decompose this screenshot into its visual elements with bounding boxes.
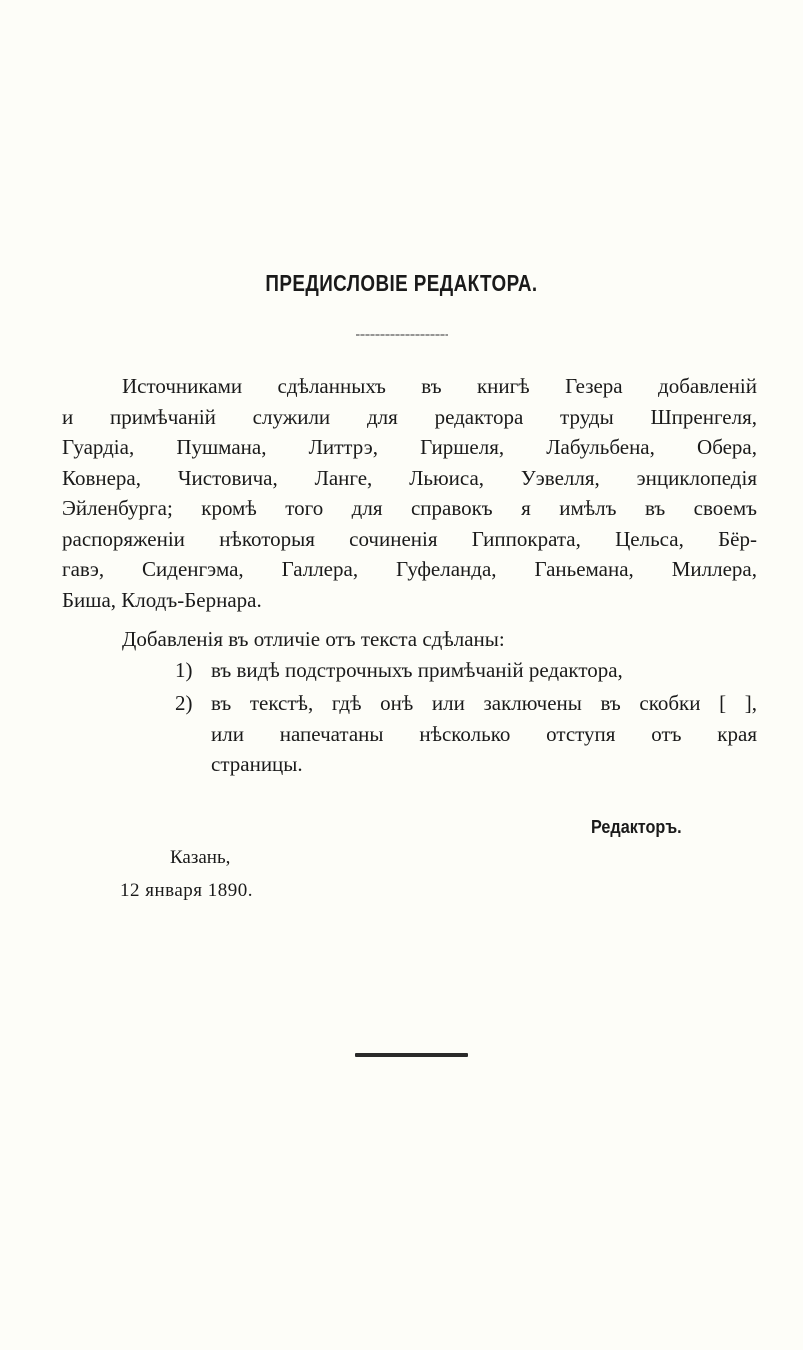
place-line: Казань, <box>170 847 231 868</box>
list-item-text <box>211 688 757 780</box>
end-divider <box>355 1053 468 1057</box>
list-item <box>175 688 757 776</box>
text-line: Добавленія въ отличіе отъ текста сдѣланы: <box>122 627 505 651</box>
text-line: Биша, Клодъ-Бернара. <box>62 587 262 612</box>
text-line: гавэ, Сиденгэма, Галлера, Гуфеланда, Ганьемана, Миллера, <box>62 557 757 581</box>
text-line: въ видѣ подстрочныхъ примѣчаній редактора, <box>211 658 623 682</box>
list-item-text <box>211 655 757 686</box>
text-line: и примѣчаній служили для редактора труды Шпренгеля, <box>62 404 757 429</box>
text-line: въ текстѣ, гдѣ онѣ или заключены въ скобки [ ], <box>211 691 757 715</box>
paragraph-sources <box>62 371 757 615</box>
text-line: Эйленбурга; кромѣ того для справокъ я имѣлъ въ своемъ <box>62 496 757 520</box>
text-line: Гуардіа, Пушмана, Литтрэ, Гиршеля, Лабульбена, Обера, <box>62 435 757 459</box>
page-title: ПРЕДИСЛОВІЕ РЕДАКТОРА. <box>265 270 538 296</box>
text-line: Источниками сдѣланныхъ въ книгѣ Гезера добавленій <box>122 374 757 398</box>
text-line: или напечатаны нѣсколько отступя отъ края <box>211 721 757 746</box>
paragraph-additions <box>62 624 757 655</box>
date-line: 12 января 1890. <box>120 880 254 901</box>
text-line: распоряженіи нѣкоторыя сочиненія Гиппократа, Цельса, Бёр- <box>62 526 757 551</box>
list-item <box>175 655 775 686</box>
text-line: страницы. <box>211 752 303 776</box>
list-item-number: 1) <box>175 658 193 682</box>
editor-signature: Редакторъ. <box>591 817 682 837</box>
title-divider <box>356 334 448 336</box>
text-line: Ковнера, Чистовича, Ланге, Льюиса, Уэвелля, энциклопедія <box>62 465 757 490</box>
list-item-number: 2) <box>175 691 193 715</box>
